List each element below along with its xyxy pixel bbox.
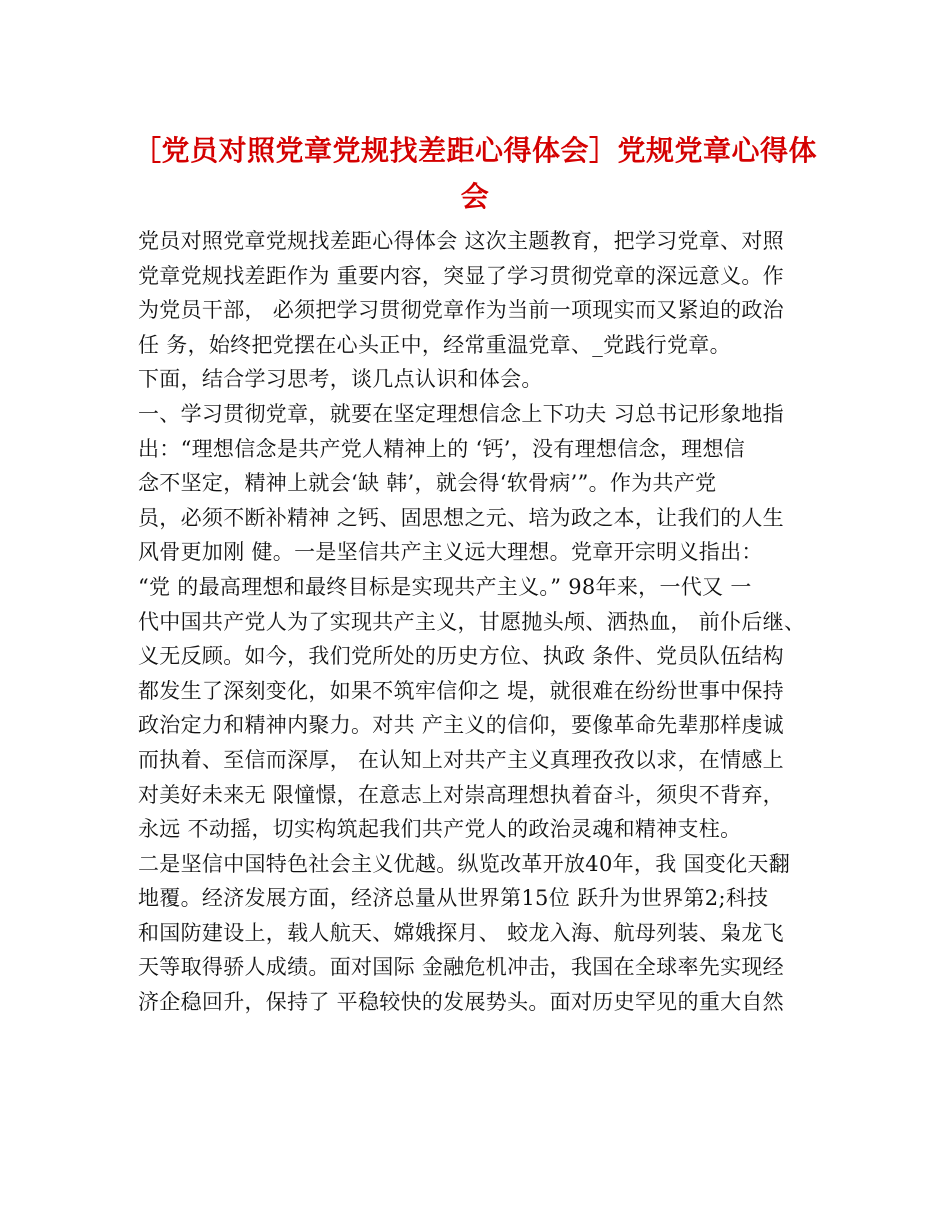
body-line: 天等取得骄人成绩。面对国际 金融危机冲击，我国在全球率先实现经 [138, 955, 784, 980]
body-line: 党员对照党章党规找差距心得体会 这次主题教育，把学习党章、对照 [138, 229, 784, 253]
body-line: 政治定力和精神内聚力。对共 产主义的信仰，要像革命先辈那样虔诚 [138, 713, 784, 738]
body-line: 二是坚信中国特色社会主义优越。纵览改革开放40年，我 国变化天翻 [138, 851, 790, 876]
body-line: 义无反顾。如今，我们党所处的历史方位、执政 条件、党员队伍结构 [138, 644, 784, 669]
document-body [138, 224, 828, 1020]
body-line: 济企稳回升，保持了 平稳较快的发展势头。面对历史罕见的重大自然 [138, 990, 784, 1015]
body-line: 地覆。经济发展方面，经济总量从世界第15位 跃升为世界第2;科技 [138, 886, 769, 911]
body-line: 念不坚定，精神上就会‘缺 韩’，就会得‘软骨病’”。作为共产党 [138, 471, 717, 496]
title-line: ［党员对照党章党规找差距心得体会］党规党章心得体 [132, 134, 817, 167]
title-line: 会 [460, 180, 490, 213]
body-line: 而执着、至信而深厚， 在认知上对共产主义真理孜孜以求，在情感上 [138, 747, 784, 772]
body-line: 和国防建设上，载人航天、嫦娥探月、 蛟龙入海、航母列装、枭龙飞 [138, 920, 784, 945]
body-line: 党章党规找差距作为 重要内容，突显了学习贯彻党章的深远意义。作 [138, 263, 784, 288]
body-line: 代中国共产党人为了实现共产主义，甘愿抛头颅、洒热血， 前仆后继、 [138, 609, 806, 634]
body-line: 任 务，始终把党摆在心头正中，经常重温党章、_党践行党章。 [138, 332, 731, 357]
body-line: 都发生了深刻变化，如果不筑牢信仰之 堤，就很难在纷纷世事中保持 [138, 678, 784, 703]
body-line: 员，必须不断补精神 之钙、固思想之元、培为政之本，让我们的人生 [138, 505, 784, 530]
body-line: 一、学习贯彻党章，就要在坚定理想信念上下功夫 习总书记形象地指 [138, 401, 784, 426]
body-line: 下面，结合学习思考，谈几点认识和体会。 [138, 367, 543, 392]
body-line: 对美好未来无 限憧憬，在意志上对崇高理想执着奋斗，须臾不背弃， [138, 782, 784, 807]
body-line: 风骨更加刚 健。一是坚信共产主义远大理想。党章开宗明义指出： [138, 540, 763, 565]
body-line: 为党员干部， 必须把学习贯彻党章作为当前一项现实而又紧迫的政治 [138, 298, 784, 323]
body-line: 出：“理想信念是共产党人精神上的 ‘钙’，没有理想信念，理想信 [138, 436, 746, 461]
body-line: “党 的最高理想和最终目标是实现共产主义。” 98年来，一代又 一 [138, 574, 752, 599]
document-title [120, 128, 830, 220]
body-line: 永远 不动摇，切实构筑起我们共产党人的政治灵魂和精神支柱。 [138, 817, 742, 842]
